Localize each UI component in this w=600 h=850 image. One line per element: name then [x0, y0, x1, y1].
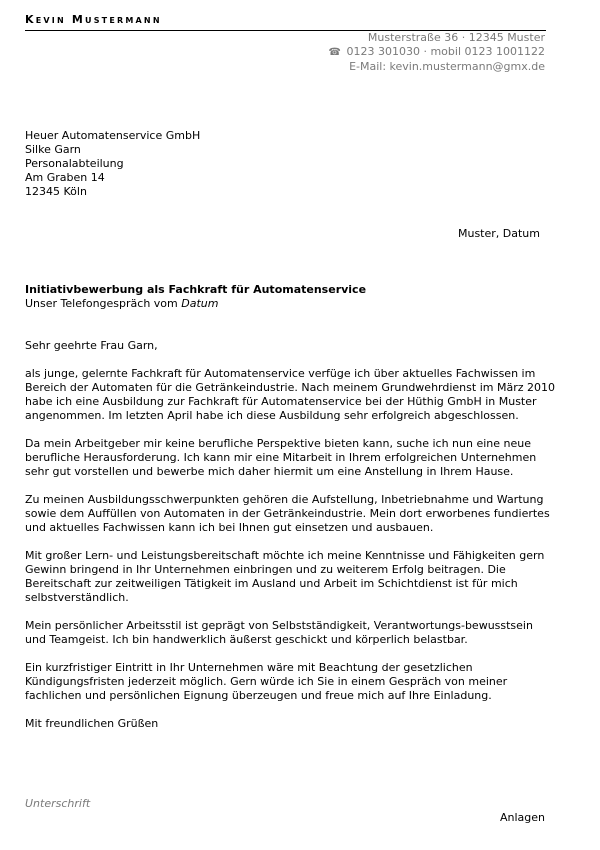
attachments-label: Anlagen: [499, 811, 545, 824]
sender-contact-block: [329, 31, 545, 74]
paragraph-4: Mit großer Lern- und Leistungsbereitschaft möchte ich meine Kenntnisse und Fähigkeiten gern Gewinn bringend in Ihr Unternehmen einbringen und zu weiterem Erfolg beitragen. Die Bereitschaft zur zeitweiligen Tätigkeit im Ausland und Arbeit im Schichtdienst ist für mich selbstverständlich.: [25, 549, 545, 604]
recipient-street: Am Graben 14: [25, 171, 105, 184]
paragraph-2: Da mein Arbeitgeber mir keine berufliche Perspektive bieten kann, suche ich nun eine neue berufliche Herausforderung. Ich kann mir eine Mitarbeit in Ihrem erfolgreichen Unternehmen sehr gut vorstellen und bewerbe mich daher hiermit um eine Anstellung in Ihrem Hause.: [25, 437, 537, 478]
phone-icon: ☎: [328, 47, 341, 58]
place-date: Muster, Datum: [457, 227, 540, 240]
recipient-address: [25, 129, 200, 199]
sender-name: Kevin Mustermann: [25, 13, 162, 26]
subject-reference-prefix: Unser Telefongespräch vom: [25, 297, 182, 310]
sender-email: E-Mail: kevin.mustermann@gmx.de: [349, 60, 545, 73]
paragraph-1: als junge, gelernte Fachkraft für Automatenservice verfüge ich über aktuelles Fachwissen im Bereich der Automaten für die Getränkeindustrie. Nach meinem Grundwehrdienst im März 2010 habe ich eine Ausbildung zur Fachkraft für Automatenservice bei der Hüthig GmbH in Muster angenommen. Im letzten April habe ich diese Ausbildung sehr erfolgreich abgeschlossen.: [25, 367, 555, 422]
sender-phone: 0123 301030 · mobil 0123 1001122: [346, 45, 545, 58]
subject-block: [25, 283, 366, 311]
recipient-department: Personalabteilung: [25, 157, 124, 170]
sender-phone-line: [329, 45, 545, 60]
subject-title: Initiativbewerbung als Fachkraft für Automatenservice: [25, 283, 367, 296]
recipient-contact: Silke Garn: [25, 143, 81, 156]
letter-body: [25, 339, 555, 745]
closing: Mit freundlichen Grüßen: [25, 717, 159, 730]
subject-reference-date: Datum: [181, 297, 219, 310]
paragraph-3: Zu meinen Ausbildungsschwerpunkten gehören die Aufstellung, Inbetriebnahme und Wartung sowie dem Auffüllen von Automaten in der Getränkeindustrie. Mein dort erworbenes fundiertes und aktuelles Fachwissen kann ich bei Ihnen gut einsetzen und ausbauen.: [25, 493, 550, 534]
salutation: Sehr geehrte Frau Garn,: [25, 339, 158, 352]
paragraph-6: Ein kurzfristiger Eintritt in Ihr Unternehmen wäre mit Beachtung der gesetzlichen Kündigungsfristen jederzeit möglich. Gern würde ich Sie in einem Gespräch von meiner fachlichen und persönlichen Eignung überzeugen und freue mich auf Ihre Einladung.: [25, 661, 508, 702]
sender-address: Musterstraße 36 · 12345 Muster: [367, 31, 545, 44]
paragraph-5: Mein persönlicher Arbeitsstil ist geprägt von Selbstständigkeit, Verantwortungs-bewusstsein und Teamgeist. Ich bin handwerklich äußerst geschickt und körperlich belastbar.: [25, 619, 533, 646]
signature-placeholder: Unterschrift: [25, 797, 91, 810]
recipient-city: 12345 Köln: [25, 185, 87, 198]
recipient-company: Heuer Automatenservice GmbH: [25, 129, 201, 142]
subject-reference: [25, 297, 366, 311]
